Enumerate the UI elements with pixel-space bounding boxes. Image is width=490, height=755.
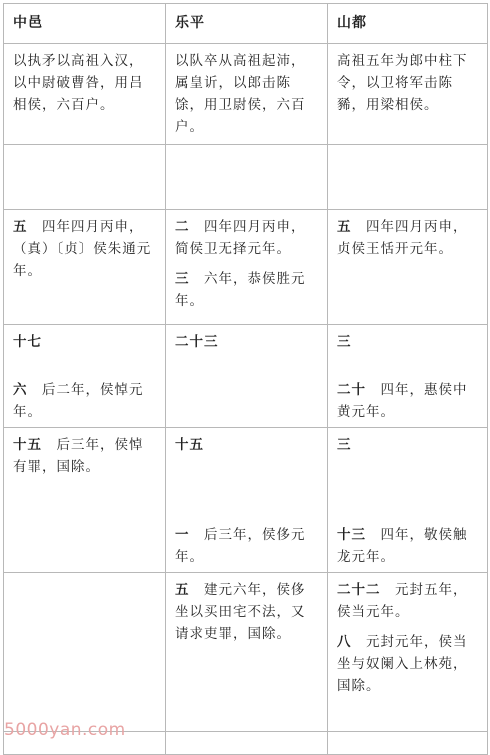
year-count: 十三	[337, 527, 366, 543]
entry	[337, 379, 479, 423]
empty-cell	[328, 145, 488, 210]
entry	[337, 216, 479, 260]
entry	[337, 524, 479, 568]
table-cell	[4, 428, 166, 573]
year-count: 八	[337, 634, 352, 650]
entry-text: 元封元年，侯当坐与奴阑入上林苑，国除。	[337, 634, 468, 694]
table-row	[4, 428, 488, 573]
year-count: 三	[337, 437, 352, 453]
empty-cell	[4, 573, 166, 732]
table-cell	[328, 573, 488, 732]
entry	[175, 579, 319, 645]
table-row	[4, 325, 488, 428]
entry-text: 后二年，侯悼元年。	[13, 382, 144, 420]
year-count: 三	[175, 271, 190, 287]
year-count: 三	[337, 334, 352, 350]
entry	[13, 379, 157, 423]
empty-cell	[166, 732, 328, 755]
table-cell	[166, 428, 328, 573]
site-watermark: 5000yan.com	[4, 720, 126, 740]
table-cell: 以执矛以高祖入汉，以中尉破曹咎，用吕相侯，六百户。	[4, 44, 166, 145]
header-cell-leping: 乐平	[166, 4, 328, 44]
entry	[175, 524, 319, 568]
entry-text: 后三年，侯侈元年。	[175, 527, 306, 565]
table-cell	[4, 210, 166, 325]
year-count: 十五	[13, 437, 42, 453]
entry-text: 六年，恭侯胜元年。	[175, 271, 306, 309]
entry	[175, 216, 319, 260]
empty-cell	[328, 732, 488, 755]
year-count: 五	[337, 219, 352, 235]
year-count: 二十二	[337, 582, 381, 598]
table-row	[4, 145, 488, 210]
year-count: 十七	[13, 334, 42, 350]
header-cell-zhongyi: 中邑	[4, 4, 166, 44]
entry	[337, 579, 479, 623]
year-count: 二十三	[175, 334, 219, 350]
entry-text: 四年四月丙申，（真）〔贞〕侯朱通元年。	[13, 219, 152, 279]
table-cell	[166, 325, 328, 428]
year-count: 十五	[175, 437, 204, 453]
entry-text: 建元六年，侯侈坐以买田宅不法，又请求吏罪，国除。	[175, 582, 306, 642]
table-cell: 以队卒从高祖起沛，属皇䜣，以郎击陈馀，用卫尉侯，六百户。	[166, 44, 328, 145]
entry-text: 元封五年，侯当元年。	[337, 582, 468, 620]
empty-cell	[4, 145, 166, 210]
table-cell	[166, 210, 328, 325]
entry-text: 四年，敬侯触龙元年。	[337, 527, 468, 565]
entry	[175, 268, 319, 312]
entry	[337, 631, 479, 697]
table-cell	[328, 428, 488, 573]
entry	[13, 434, 157, 478]
entry-text: 四年四月丙申，贞侯王恬开元年。	[337, 219, 468, 257]
history-table	[3, 3, 488, 755]
year-count: 六	[13, 382, 28, 398]
table-cell	[166, 573, 328, 732]
empty-cell	[166, 145, 328, 210]
year-count: 二十	[337, 382, 366, 398]
entry-text: 四年，惠侯中黄元年。	[337, 382, 468, 420]
header-cell-shandu: 山都	[328, 4, 488, 44]
table-cell	[328, 210, 488, 325]
year-count: 五	[175, 582, 190, 598]
year-count: 五	[13, 219, 28, 235]
year-count: 二	[175, 219, 190, 235]
table-cell	[328, 325, 488, 428]
table-row	[4, 573, 488, 732]
table-row	[4, 210, 488, 325]
entry-text: 后三年，侯悼有罪，国除。	[13, 437, 144, 475]
table-row	[4, 44, 488, 145]
table-cell	[4, 325, 166, 428]
entry-text: 四年四月丙申，简侯卫无择元年。	[175, 219, 306, 257]
header-row	[4, 4, 488, 44]
table-cell: 高祖五年为郎中柱下令，以卫将军击陈豨，用梁相侯。	[328, 44, 488, 145]
entry	[13, 216, 157, 282]
year-count: 一	[175, 527, 190, 543]
